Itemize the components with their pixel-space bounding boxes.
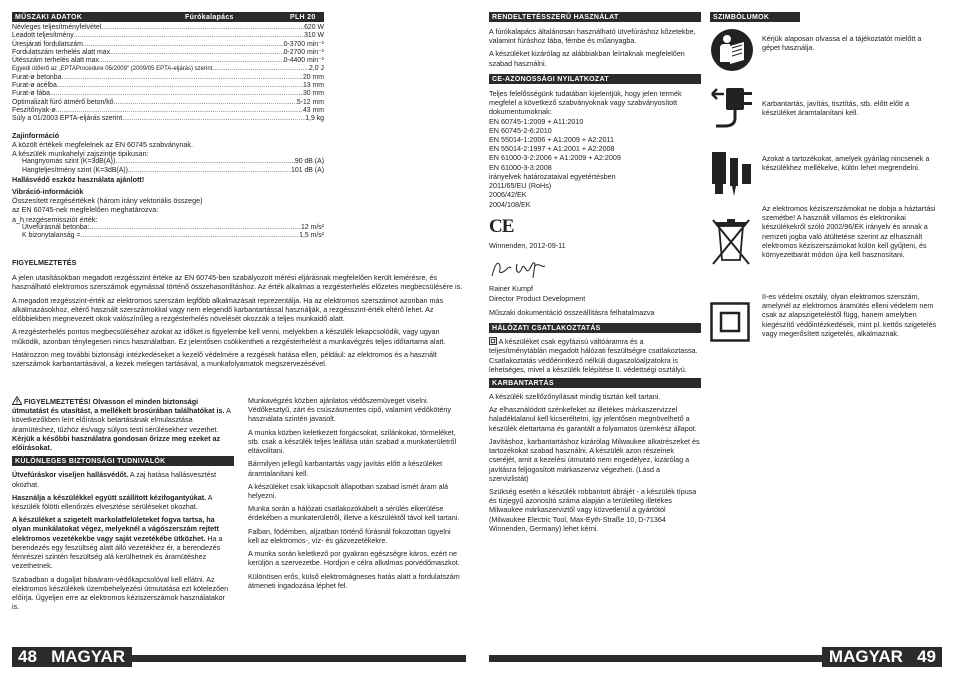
spec-row: Fordulatszám terhelés alatt max. ..... 0-2700 min⁻¹ (12, 49, 324, 57)
noise-info: Zajinformáció A közölt értékek megfelelnek az EN 60745 szabványnak. A készülék munkahelyi zajszintje tipikusan: Hangnyomás szint (K=3dB(A)) ..... 90 dB (A) Hangteljesítmény szint (K=3dB(A)) ..... 101 dB (A) Hallásvédő eszköz használata ajánlott! (12, 131, 324, 184)
maintenance-header: KARBANTARTÁS (489, 378, 701, 388)
spec-row: Feszítőnyak-ø ..... 43 mm (12, 107, 324, 115)
page-number: 48 (18, 647, 37, 666)
tech-data-section (12, 12, 324, 241)
unplug-icon (710, 84, 756, 132)
right-column-1: RENDELTETÉSSZERŰ HASZNÁLAT A fúrókalapács általánosan használható ütvefúráshoz kőzetekbe, valamint fúráshoz fába, fémbe és műanyagba. A készüléket kizárólag az alábbiakban leírtaknak megfelelően szabad használni. CE-AZONOSSÁGI NYILATKOZAT Teljes felelősségünk tudatában kijelentjük, hogy jelen termék megfelel a következő szabványoknak vagy szabványosított dokumentumoknak: EN 60745-1:2009 + A11:2010 EN 60745-2-6:2010 EN 55014-1:2006 + A1:2009 + A2:2011 EN 55014-2:1997 + A1:2001 + A2:2008 EN 61000-3-2:2006 + A1:2009 + A2:2009 EN 61000-3-3:2008 irányelvek határozataival egyetértésben 2011/65/EU (RoHs) 2006/42/EK 2004/108/EK CE Winnenden, 2012-09-11 Rainer Kumpf Director Product Development Műszaki dokumentáció összeállításra felhatalmazva HÁLÓZATI CSATLAKOZTATÁS A készüléket csak egyfázisú váltóáramra és a teljesítménytáblán megadott hálózati feszültségre csatlakoztassa. Csatlakoztatás védőérintkező nélküli dugaszolóaljzatokra is lehetséges, mivel a készülék felépítése II. védettségi osztályú. KARBANTARTÁS A készülék szellőzőnyílásait mindig tisztán kell tartani. Az elhasználódott szénkefeket az illetékes márkaszervizzel haladéktalanul kell kicseréltetni, így jelentősen megnövelhető a készülék élettartama és garantált a folyamatos üzemkész állapot. Javításhoz, karbantartáshoz kizárólag Milwaukee alkatrészeket és tartozékokat szabad használni. A készülék azon részeinek cseréjét, amit a kezelési útmutató nem engedélyez, kizárólag a javításra feljogosított márkaszerviz végezheti. (Lásd a szervizlistát) Szükség esetén a készülék robbantott ábrájét - a készülék típusa és tízjegyű azonosító száma alapján a területileg illetékes Milwaukee márkaszerviztől vagy közvetlenül a gyártótól (Milwaukee Electric Tool, Max-Eyth-Straße 10, D-71364 Winnenden, Germany) lehet kérni. (489, 14, 700, 533)
noise-row: Hangteljesítmény szint (K=3dB(A)) ..... 101 dB (A) (12, 167, 324, 175)
ce-standard: 2006/42/EK (489, 190, 527, 200)
symbol-unplug: Karbantartás, javítás, tisztítás, stb. előtt előtt a készüléket áramtalanítani kell. (710, 84, 942, 142)
vibration-row: Ütvefúrásnál betonba: ..... 12 m/s² (12, 224, 324, 232)
tech-data-header: MŰSZAKI ADATOK Fúrókalapács PLH 20 (12, 12, 324, 22)
warning-triangle-icon (12, 396, 22, 405)
symbols-section (710, 12, 942, 342)
safety-column-1: FIGYELMEZTETÉS! Olvasson el minden biztonsági útmutatást és utasítást, a mellékelt brosúrában találhatókat is. A következőkben leírt előírások betartásának elmulasztása áramütéshez, tűzhöz és/vagy súlyos testi sérülésekhez vezethet. Kérjük a későbbi használatra gondosan őrizze meg ezeket az előírásokat. KÜLÖNLEGES BIZTONSÁGI TUDNIVALÓK Ütvefúráskor viseljen hallásvédőt. A zaj hatása hallásvesztést okozhat. Használja a készülékkel együtt szállított kézifogantyúkat. A készülék fölötti ellenőrzés elvesztése sérüléseket okozhat. A készüléket a szigetelt markolatfelületeket fogva tartsa, ha olyan munkálatokat végez, melyeknél a vágószerszám rejtett elektromos vezetékekbe vagy saját vezetékébe ütközhet. Ha a berendezés egy feszültség alatt álló vezetékhez ér, a berendezés fémrészei szintén feszültség alá kerülhetnek és áramütéshez vezethetnek. Szabadban a dugaljat hibaáram-védőkapcsolóval kell ellátni. Az elektromos készülékek üzembehelyezési útmutatása ezt kötelezően előírja. Ügyeljen erre az elektromos kéziszerszámok használatakor is. (12, 396, 234, 615)
footer-rule (132, 655, 466, 662)
spec-row: Ütésszám terhelés alatt max. ..... 0-4400 min⁻¹ (12, 57, 324, 65)
spec-row: Furat-ø acélba ..... 13 mm (12, 82, 324, 90)
ce-declaration: Teljes felelősségünk tudatában kijelentjük, hogy jelen termék megfelel a következő szabványoknak vagy szabványosított dokumentumoknak: EN 60745-1:2009 + A11:2010 EN 60745-2-6:2010 EN 55014-1:2006 + A1:2009 + A2:2011 EN 55014-2:1997 + A1:2001 + A2:2008 EN 61000-3-2:2006 + A1:2009 + A2:2009 EN 61000-3-3:2008 irányelvek határozataival egyetértésben 2011/65/EU (RoHs) 2006/42/EK 2004/108/EK CE Winnenden, 2012-09-11 Rainer Kumpf Director Product Development Műszaki dokumentáció összeállításra felhatalmazva (489, 89, 701, 317)
vibration-row: K bizonytalanság = ..... 1,5 m/s² (12, 232, 324, 240)
intended-use-header: RENDELTETÉSSZERŰ HASZNÁLAT (489, 12, 701, 22)
noise-row: Hangnyomás szint (K=3dB(A)) ..... 90 dB (A) (12, 158, 324, 166)
page-number: 49 (917, 647, 936, 666)
special-safety-header: KÜLÖNLEGES BIZTONSÁGI TUDNIVALÓK (12, 456, 234, 466)
class-ii-icon (489, 337, 497, 345)
footer-rule (489, 655, 822, 662)
read-manual-icon (710, 28, 754, 72)
spec-row: Leadott teljesítmény ..... 310 W (12, 32, 324, 40)
spec-row: Névleges teljesítményfelvétel ..... 620 W (12, 24, 324, 32)
double-insulation-icon (710, 302, 750, 342)
ce-standard: EN 61000-3-2:2006 + A1:2009 + A2:2009 (489, 153, 621, 163)
ce-standard: EN 55014-1:2006 + A1:2009 + A2:2011 (489, 134, 614, 144)
footer-right (822, 647, 942, 667)
symbol-accessory: Azokat a tartozékokat, amelyek gyárilag nincsenek a készülékhez mellékelve, külön lehet megrendelni. (710, 150, 942, 208)
mains-connection-header: HÁLÓZATI CSATLAKOZTATÁS (489, 323, 701, 333)
ce-standard: EN 60745-1:2009 + A11:2010 (489, 116, 584, 126)
weee-bin-icon (710, 216, 752, 268)
footer-left (12, 647, 132, 667)
safety-column-2: Munkavégzés közben ajánlatos védőszemüveget viselni. Védőkesztyű, zárt és csúszásmentes cipő, valamint védőkötény használata szintén javasolt. A munka közben keletkezett forgácsokat, szilánkokat, törmeléket, stb. csak a készülék teljes leállása után szabad a munkaterületről eltávolítani. Bármilyen jellegű karbantartás vagy javítás előtt a készüléket áramtalanítani kell. A készüléket csak kikapcsolt állapotban szabad ismét áram alá helyezni. Munka során a hálózati csatlakozókábelt a sérülés elkerülése érdekében a munkaterületről, illetve a készüléktől távol kell tartani. Falban, födémben, aljzatban történő fúrásnál fokozottan ügyelni kell az elektromos-, víz- és gázvezetékekre. A munka során keletkező por gyakran egészségre káros, ezért ne kerüljön a szervezetbe. Hordjon e célra alkalmas porvédőmaszkot. Különösen erős, külső elektromágneses hatás alatt a fordulatszám átmeneti ingadozása léphet fel. (248, 396, 460, 590)
spec-row: Súly a 01/2003 EPTA-eljárás szerint ..... 1,9 kg (12, 115, 324, 123)
tech-data-rows (12, 24, 324, 124)
spec-row: Furat-ø betonba ..... 20 mm (12, 74, 324, 82)
ce-declaration-header: CE-AZONOSSÁGI NYILATKOZAT (489, 74, 701, 84)
ce-standard: EN 60745-2-6:2010 (489, 125, 552, 135)
warning-section: FIGYELMEZTETÉS A jelen utasításokban megadott rezgésszint értéke az EN 60745-ben szabályozott mérési eljárásnak megfelelően került lemérésre, és használható elektromos szerszámok egymással történő összehasonlításhoz. Az érték alkalmas a rezgésterhelés előzetes megbecsülésére is. A megadott rezgésszint-érték az elektromos szerszám legfőbb alkalmazásait reprezentálja. Ha az elektromos szerszámot azonban más alkalmazásokhoz, eltérő használt szerszámokkal vagy nem elegendő karbantartással használják, a rezgésszint-érték eltérő lehet. Az előbbiekben megnevezett okok valószínűleg a rezgésterhelés növelését okozzák a teljes munkaidő alatt. A rezgésterhelés pontos megbecsüléséhez azokat az időket is figyelembe kell venni, melyekben a készülék lekapcsolódik, vagy ugyan működik, azonban ténylegesen nincs használatban. Ez jelentősen csökkentheti a rezgésterhelést a munkavégzés teljes időtartama alatt. Határozzon meg további biztonsági intézkedéseket a kezelő védelmére a rezgések hatása ellen, például: az elektromos és a használt szerszámok karbantartásával, a kezek melegen tartásával, a munkafolyamatok megszervezésével. (12, 258, 463, 368)
ce-standard: 2004/108/EK (489, 199, 531, 209)
spec-row: Optimalizált fúró átmérő beton/kő ..... 5-12 mm (12, 99, 324, 107)
ce-standard: EN 55014-2:1997 + A1:2001 + A2:2008 (489, 144, 615, 154)
ce-standard: EN 61000-3-3:2008 (489, 162, 552, 172)
symbol-weee: Az elektromos kéziszerszámokat ne dobja a háztartási szemétbe! A használt villamos és elektronikai készülékekről szóló 2002/96/EK irányelv és annak a nemzeti jogba való átültetése szerint az elhasznált elektromos kéziszerszámokat külön kell gyűjteni, és környezetbarát módon újra kell hasznosítani. (710, 204, 942, 288)
ce-standard: irányelvek határozataival egyetértésben (489, 171, 616, 181)
vibration-info: Vibráció-információk Összesített rezgésértékek (három irány vektoriális összege) az EN 60745-nek megfelelően meghatározva: a_h rezgésemissziót érték: Ütvefúrásnál betonba: ..... 12 m/s² K bizonytalanság = ..... 1,5 m/s² (12, 187, 324, 240)
footer-language: MAGYAR (51, 647, 126, 666)
spec-row: Üresjárati fordulatszám ..... 0-3700 min⁻¹ (12, 41, 324, 49)
spec-row: Egyedi ütőerő az „EPTAProcedure 05/2009" (2009/05 EPTA-eljárás) szerint ..... 2,0 J (12, 65, 324, 73)
page-right (477, 0, 954, 677)
ce-mark-icon: CE (489, 215, 514, 237)
accessory-icon (710, 150, 754, 200)
signature-icon (489, 256, 559, 282)
footer-language: MAGYAR (828, 647, 903, 666)
spec-row: Furat-ø fába ..... 30 mm (12, 90, 324, 98)
symbols-header: SZIMBÓLUMOK (710, 12, 800, 22)
ce-standard: 2011/65/EU (RoHs) (489, 181, 552, 191)
symbol-read-manual: Kérjük alaposan olvassa el a tájékoztatót mielőtt a gépet használja. (710, 28, 942, 78)
symbol-class-ii: II-es védelmi osztály, olyan elektromos szerszám, amelynél az elektromos áramütés elleni védelem nem csak az alapszigeteléstől függ, hanem amelyben kiegészítő védőintézkedések, mint pl. kettős szigetelés vagy megerősített szigetelés, alkalmaznak. (710, 290, 942, 350)
ce-standards-list (489, 117, 701, 209)
